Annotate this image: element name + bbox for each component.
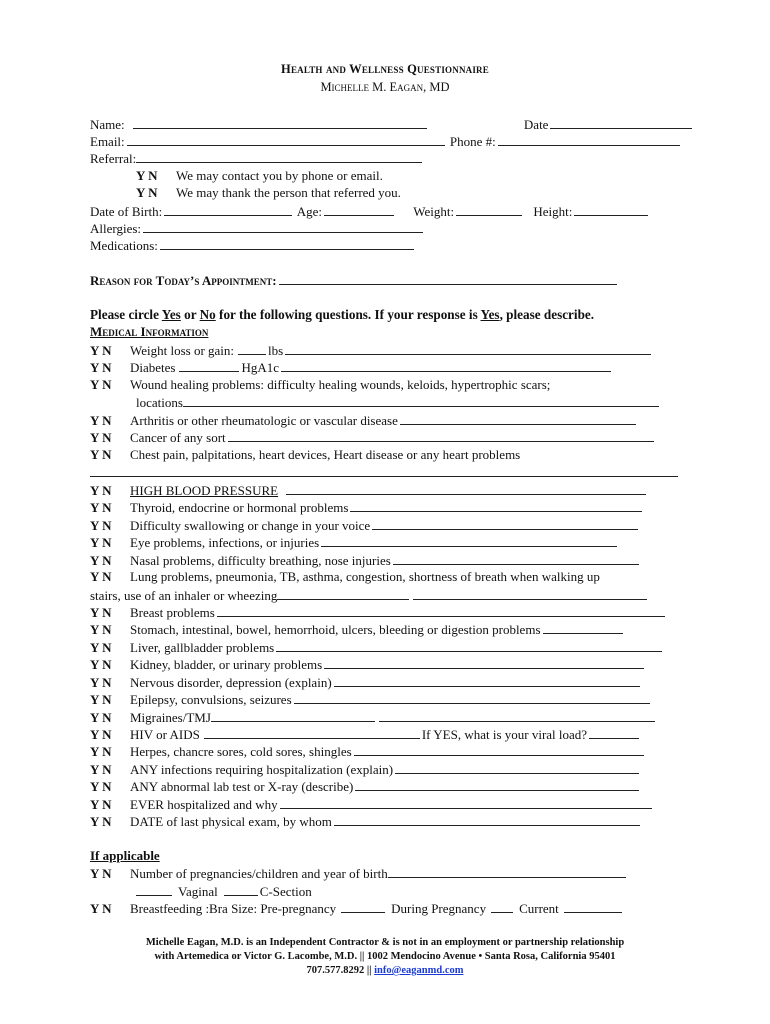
nervous-item [90,674,642,691]
yes-no-toggle[interactable]: Y N [90,360,112,375]
medications-label: Medications: [90,238,158,253]
yes-no-toggle[interactable]: Y N [90,535,112,550]
item-label: DATE of last physical exam, by whom [130,814,332,829]
lung-field[interactable] [277,587,409,600]
abnormal-item [90,778,641,795]
epilepsy-item [90,691,652,708]
hbp-item [90,482,648,499]
yes-no-toggle[interactable]: Y N [90,797,112,812]
yes-no-toggle[interactable]: Y N [90,744,112,759]
lung-field-2[interactable] [413,587,647,600]
cancer-field[interactable] [228,429,654,442]
allergies-field[interactable] [143,220,423,233]
kidney-field[interactable] [324,656,644,669]
referral-row [90,150,424,167]
item-label: Difficulty swallowing or change in your voice [130,518,371,533]
vaginal-field[interactable] [136,883,172,896]
eye-field[interactable] [321,534,617,547]
item-label: Eye problems, infections, or injuries [130,535,320,550]
breastfeeding-item [90,900,624,917]
name-field[interactable] [133,116,427,129]
name-row [90,116,694,133]
yes-no-toggle[interactable]: Y N [90,483,112,498]
nasal-item [90,552,641,569]
item-label: Epilepsy, convulsions, seizures [130,692,292,707]
yes-no-toggle[interactable]: Y N [136,185,158,200]
item-label: EVER hospitalized and why [130,797,278,812]
migraines-field-2[interactable] [379,709,655,722]
contact-consent-row [136,168,383,184]
no-word: No [199,307,216,322]
swallow-field[interactable] [372,517,638,530]
referral-label: Referral: [90,151,137,166]
diabetes-field[interactable] [179,359,239,372]
diabetes-item [90,359,613,376]
item-label: Arthritis or other rheumatologic or vascular disease [130,413,398,428]
item-label: Nasal problems, difficulty breathing, nose injuries [130,553,391,568]
yes-no-toggle[interactable]: Y N [90,727,112,742]
date-field[interactable] [550,116,692,129]
hga1c-field[interactable] [281,359,611,372]
item-label: Lung problems, pneumonia, TB, asthma, congestion, shortness of breath when walking up [130,569,600,584]
current-field[interactable] [564,900,622,913]
thyroid-item [90,499,644,516]
item-label: HIGH BLOOD PRESSURE [130,483,279,498]
pregnancies-item [90,865,628,882]
hospitalized-field[interactable] [280,796,652,809]
yes-no-toggle[interactable]: Y N [90,622,112,637]
lung-item [90,569,600,585]
swallow-item [90,517,640,534]
item-label: HIV or AIDS [130,727,200,742]
age-field[interactable] [324,203,394,216]
yes-word: Yes [161,307,181,322]
physical-field[interactable] [334,813,640,826]
yes-no-toggle[interactable]: Y N [90,814,112,829]
csection-field[interactable] [224,883,258,896]
yes-no-toggle[interactable]: Y N [90,901,112,916]
reason-label: Reason for Today’s Appointment: [90,273,277,288]
yes-no-toggle[interactable]: Y N [90,640,112,655]
footer-address: with Artemedica or Victor G. Lacombe, M.D. || 1002 Mendocino Avenue • Santa Rosa, California 95401 [154,951,616,962]
yes-no-toggle[interactable]: Y N [90,866,112,881]
hiv-field[interactable] [204,726,420,739]
date-label: Date [523,117,549,132]
footer-disclaimer: Michelle Eagan, M.D. is an Independent Contractor & is not in an employment or partnership relationship [145,937,625,948]
viral-load-field[interactable] [589,726,639,739]
item-label: Weight loss or gain: [130,343,235,358]
yes-no-toggle[interactable]: Y N [90,430,112,445]
item-label: Current [519,901,559,916]
allergies-row [90,220,425,237]
height-label: Height: [533,204,573,219]
page-title: Health and Wellness Questionnaire [281,62,489,76]
item-label: Thyroid, endocrine or hormonal problems [130,500,349,515]
instructions-text: or [180,307,200,322]
item-label: Diabetes [130,360,176,375]
locations-item [136,394,661,411]
csection-label: C-Section [259,884,312,899]
chest-field[interactable] [90,476,678,477]
migraines-item [90,709,657,726]
weight-item [90,342,653,359]
name-label: Name: [90,117,125,132]
footer-email-link[interactable]: info@eaganmd.com [374,965,464,976]
herpes-field[interactable] [354,743,644,756]
medications-row [90,237,416,254]
hiv-item [90,726,641,743]
yes-no-toggle[interactable]: Y N [90,657,112,672]
yes-no-toggle[interactable]: Y N [90,675,112,690]
cancer-item [90,429,656,446]
yes-no-toggle[interactable]: Y N [90,569,112,584]
lung-item-cont [90,587,649,604]
thank-consent-row [136,185,401,201]
item-label: If YES, what is your viral load? [421,727,588,742]
yes-no-toggle[interactable]: Y N [136,168,158,183]
item-label: Breast problems [130,605,215,620]
instructions-text: for the following questions. If your response is [215,307,481,322]
yes-no-toggle[interactable]: Y N [90,377,112,392]
weight-amount-field[interactable] [238,342,266,355]
arthritis-item [90,412,638,429]
yes-no-toggle[interactable]: Y N [90,710,112,725]
yes-no-toggle[interactable]: Y N [90,343,112,358]
hbp-field[interactable] [286,482,646,495]
contact-consent-text: We may contact you by phone or email. [176,168,383,183]
pre-pregnancy-field[interactable] [341,900,385,913]
dob-field[interactable] [164,203,292,216]
item-label: locations [136,395,183,410]
weight-field[interactable] [456,203,522,216]
item-label: Wound healing problems: difficulty healing wounds, keloids, hypertrophic scars; [130,377,551,392]
weight-label: Weight: [413,204,455,219]
age-label: Age: [296,204,323,219]
instructions [90,307,594,323]
yes-no-toggle[interactable]: Y N [90,692,112,707]
vitals-row [90,203,650,220]
yes-no-toggle[interactable]: Y N [90,518,112,533]
item-label: Migraines/TMJ [130,710,211,725]
eye-item [90,534,619,551]
locations-field[interactable] [183,394,659,407]
nervous-field[interactable] [334,674,640,687]
page-subtitle: Michelle M. Eagan, MD [320,80,450,94]
item-label: Nervous disorder, depression (explain) [130,675,332,690]
item-label: HgA1c [241,360,280,375]
item-label: Liver, gallbladder problems [130,640,275,655]
yes-no-toggle[interactable]: Y N [90,553,112,568]
item-label: ANY abnormal lab test or X-ray (describe) [130,779,354,794]
email-row [90,133,682,150]
breast-field[interactable] [217,604,665,617]
yes-word: Yes [480,307,500,322]
thank-consent-text: We may thank the person that referred you. [176,185,401,200]
chest-item [90,447,520,463]
kidney-item [90,656,646,673]
height-field[interactable] [574,203,648,216]
phone-field[interactable] [498,133,680,146]
pregnancies-field[interactable] [388,865,626,878]
during-pregnancy-field[interactable] [491,900,513,913]
delivery-row [136,883,312,900]
item-label: Kidney, bladder, or urinary problems [130,657,323,672]
allergies-label: Allergies: [90,221,142,236]
physical-item [90,813,642,830]
applicable-heading: If applicable [90,848,160,863]
instructions-text: , please describe. [499,307,595,322]
yes-no-toggle[interactable]: Y N [90,447,112,462]
yes-no-toggle[interactable]: Y N [90,605,112,620]
medications-field[interactable] [160,237,414,250]
wound-item [90,377,550,393]
liver-item [90,639,664,656]
item-label: Breastfeeding :Bra Size: Pre-pregnancy [130,901,337,916]
item-label: lbs [268,343,284,358]
email-label: Email: [90,134,125,149]
vaginal-label: Vaginal [178,884,218,899]
yes-no-toggle[interactable]: Y N [90,413,112,428]
infections-field[interactable] [395,761,639,774]
reason-field[interactable] [279,272,617,285]
arthritis-field[interactable] [400,412,636,425]
abnormal-field[interactable] [355,778,639,791]
stomach-item [90,621,625,638]
thyroid-field[interactable] [350,499,642,512]
item-label: During Pregnancy [391,901,487,916]
infections-item [90,761,641,778]
email-field[interactable] [127,133,445,146]
yes-no-toggle[interactable]: Y N [90,762,112,777]
yes-no-toggle[interactable]: Y N [90,779,112,794]
dob-label: Date of Birth: [90,204,163,219]
hospitalized-item [90,796,654,813]
footer-phone: 707.577.8292 || [306,965,375,976]
medical-heading: Medical Information [90,324,209,339]
footer-contact [0,964,770,978]
instructions-text: Please circle [90,307,162,322]
item-label: Stomach, intestinal, bowel, hemorrhoid, ulcers, bleeding or digestion problems [130,622,541,637]
migraines-field[interactable] [211,709,375,722]
nasal-field[interactable] [393,552,639,565]
epilepsy-field[interactable] [294,691,650,704]
item-label: ANY infections requiring hospitalization (explain) [130,762,394,777]
breast-item [90,604,667,621]
item-label: Cancer of any sort [130,430,226,445]
phone-label: Phone #: [449,134,496,149]
weight-field[interactable] [285,342,651,355]
item-label: stairs, use of an inhaler or wheezing [90,588,278,603]
referral-field[interactable] [136,150,422,163]
herpes-item [90,743,646,760]
liver-field[interactable] [276,639,662,652]
reason-row [90,272,619,289]
item-label: Herpes, chancre sores, cold sores, shingles [130,744,352,759]
item-label: Chest pain, palpitations, heart devices, Heart disease or any heart problems [130,447,521,462]
stomach-field[interactable] [543,621,623,634]
item-label: Number of pregnancies/children and year of birth [130,866,388,881]
yes-no-toggle[interactable]: Y N [90,500,112,515]
